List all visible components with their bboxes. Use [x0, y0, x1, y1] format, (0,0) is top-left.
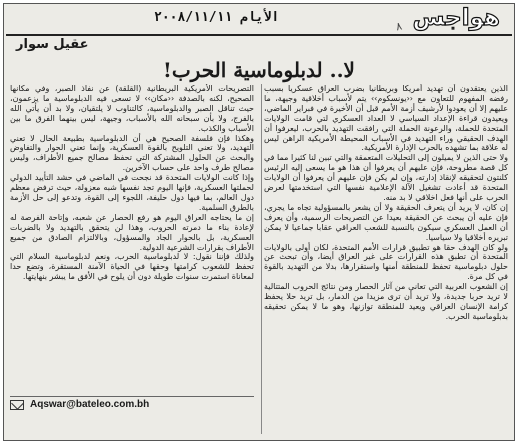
envelope-icon	[10, 400, 24, 410]
article-column-right	[264, 84, 508, 434]
paragraph: إن ما يحتاجه العراق اليوم هو رفع الحصار عن شعبه، وإتاحة الفرصة له لإعادة بناء ما دمرته الحروب، وهذا لن يتحقق بالتهديد ولا بالضربات العسكرية، بل بالحوار الجاد والمسؤول، وبالالتزام الصادق من جميع الأطراف بقرارات الشرعية الدولية.	[10, 212, 254, 252]
handwritten-mark: ٨	[394, 19, 404, 34]
author-name: عقيل سوار	[16, 37, 89, 52]
author-contact	[10, 396, 254, 414]
author-email[interactable]: Aqswar@bateleo.com.bh	[30, 399, 150, 410]
paragraph: وإذا كانت الولايات المتحدة قد نجحت في الماضي في حشد التأييد الدولي لحملتها العسكرية، فإنها اليوم تجد نفسها شبه معزولة، حيث ترفض معظم دول العالم، بما فيها دول حليفة، اللجوء إلى القوة، وتدعو إلى حل الأزمة بالطرق السلمية.	[10, 173, 254, 212]
paragraph: الذين يعتقدون أن تهديد أمريكا وبريطانيا بضرب العراق عسكريا بسبب رفضه المفهوم للتعاون مع ‹‹يونسكوم›› يتم لأسباب أخلاقية وجيهة، ما عليهم إلا أن يعودوا لأرشيف أزمة الأمم قبل أن الأخيرة في فبراير الماضي، ويعيدون قراءة الإعداد السياسي لا العداد العسكري لتي قامت الولايات المتحدة للحملة، والرعونة الحملة التي رافقت التهديد بالحرب، ليعرفوا أن الهدف الحقيقي وراء التهديد في الأسباب المحيطة الأمريكية الراهن ليس له علاقة بما تشهده بالحرب الإدارة الأمريكية.	[264, 84, 508, 153]
column-title: هواجس	[412, 5, 500, 31]
dateline: الأيام ٢٠٠٨/١١/١١	[154, 10, 280, 25]
paragraph: وهكذا فإن فلسفة الصحيح هي أن الدبلوماسية بطبيعة الحال لا تعني التهديد، ولا تعني التلويح بالقوة العسكرية، وإنما تعني الحوار والتفاوض والبحث عن الحلول المشتركة التي تحفظ مصالح جميع الأطراف، وليس مصالح طرف واحد على حساب الآخرين.	[10, 133, 254, 173]
headline: لا.. لدبلوماسية الحرب!	[163, 58, 355, 82]
paragraph: إن كان، لا يريد أن يتعرف الحقيقة ولا أن يشعر بالمسؤولية تجاه ما يجري، فإن عليه أن يبحث عن الحقيقة بعيدا عن التصريحات الرسمية، وأن يعرف أن العمل العسكري سيكون بالنسبة للشعب العراقي عقابا جماعيا لا يمكن تبريره أخلاقيا ولا سياسيا.	[264, 202, 508, 242]
paragraph: ولا حتى الذين لا يميلون إلى التحليلات المتعمقة والتي تبين لنا كثيرا مما في كل قصة مطروحة، فإن عليهم أن يعرفوا أن هذا هو ما يسعى إليه الرئيس كلنتون لتحقيقه لإنقاذ إدارته، وإن لم يكن فإن عليهم أن يعرفوا أن الولايات المتحدة قد أعادت تشغيل الآلة الإعلامية نفسها التي استخدمتها لعرض الحرب على أنها فعل اخلاقي لا بد منه.	[264, 153, 508, 202]
paragraph: ولو كان الهدف حقا هو تطبيق قرارات الأمم المتحدة، لكان أولى بالولايات المتحدة أن تطبق هذه القرارات على غير العراق أيضا، وأن تبحث عن حلول دبلوماسية تحفظ للمنطقة أمنها واستقرارها، بدلا من التهديد بالقوة في كل مرة.	[264, 242, 508, 282]
paragraph: التصريحات الأمريكية البريطانية (القلقة) عن نفاذ الصبر، وفي مكانها الصحيح، لكنه بالصدفة ‹‹مكان›› لا تسعى فيه الدبلوماسية ما يزعمون، حيث تناقل الصبر والدبلوماسية، كالتناوب لا يلتقيان، ولا بد أن يأتي الله بالفرج، ولا بأن سبحانه الله بالأسباب، وجيهة، ليس بينهما الفرق ما بين الأسباب والكذب.	[10, 84, 254, 133]
paragraph: إن الشعوب العربية التي تعاني من آثار الحصار ومن نتائج الحروب المتتالية لا تريد حربا جديدة، ولا تريد أن ترى مزيدا من الدمار، بل تريد حلا يحفظ كرامة الإنسان العراقي ويعيد للمنطقة توازنها، وهو ما لا يمكن تحقيقه بدبلوماسية الحرب.	[264, 282, 508, 321]
header-rule	[6, 34, 512, 36]
column-divider	[261, 84, 262, 434]
paragraph: ولذلك فإننا نقول: لا لدبلوماسية الحرب، ونعم لدبلوماسية السلام التي تحفظ للشعوب كرامتها وحقها في الحياة الآمنة المستقرة، وتضع حدا لمعاناة استمرت سنوات طويلة دون أن يلوح في الأفق ما يبشر بنهايتها.	[10, 252, 254, 282]
newspaper-clipping	[3, 3, 515, 441]
article-column-left	[10, 84, 254, 384]
